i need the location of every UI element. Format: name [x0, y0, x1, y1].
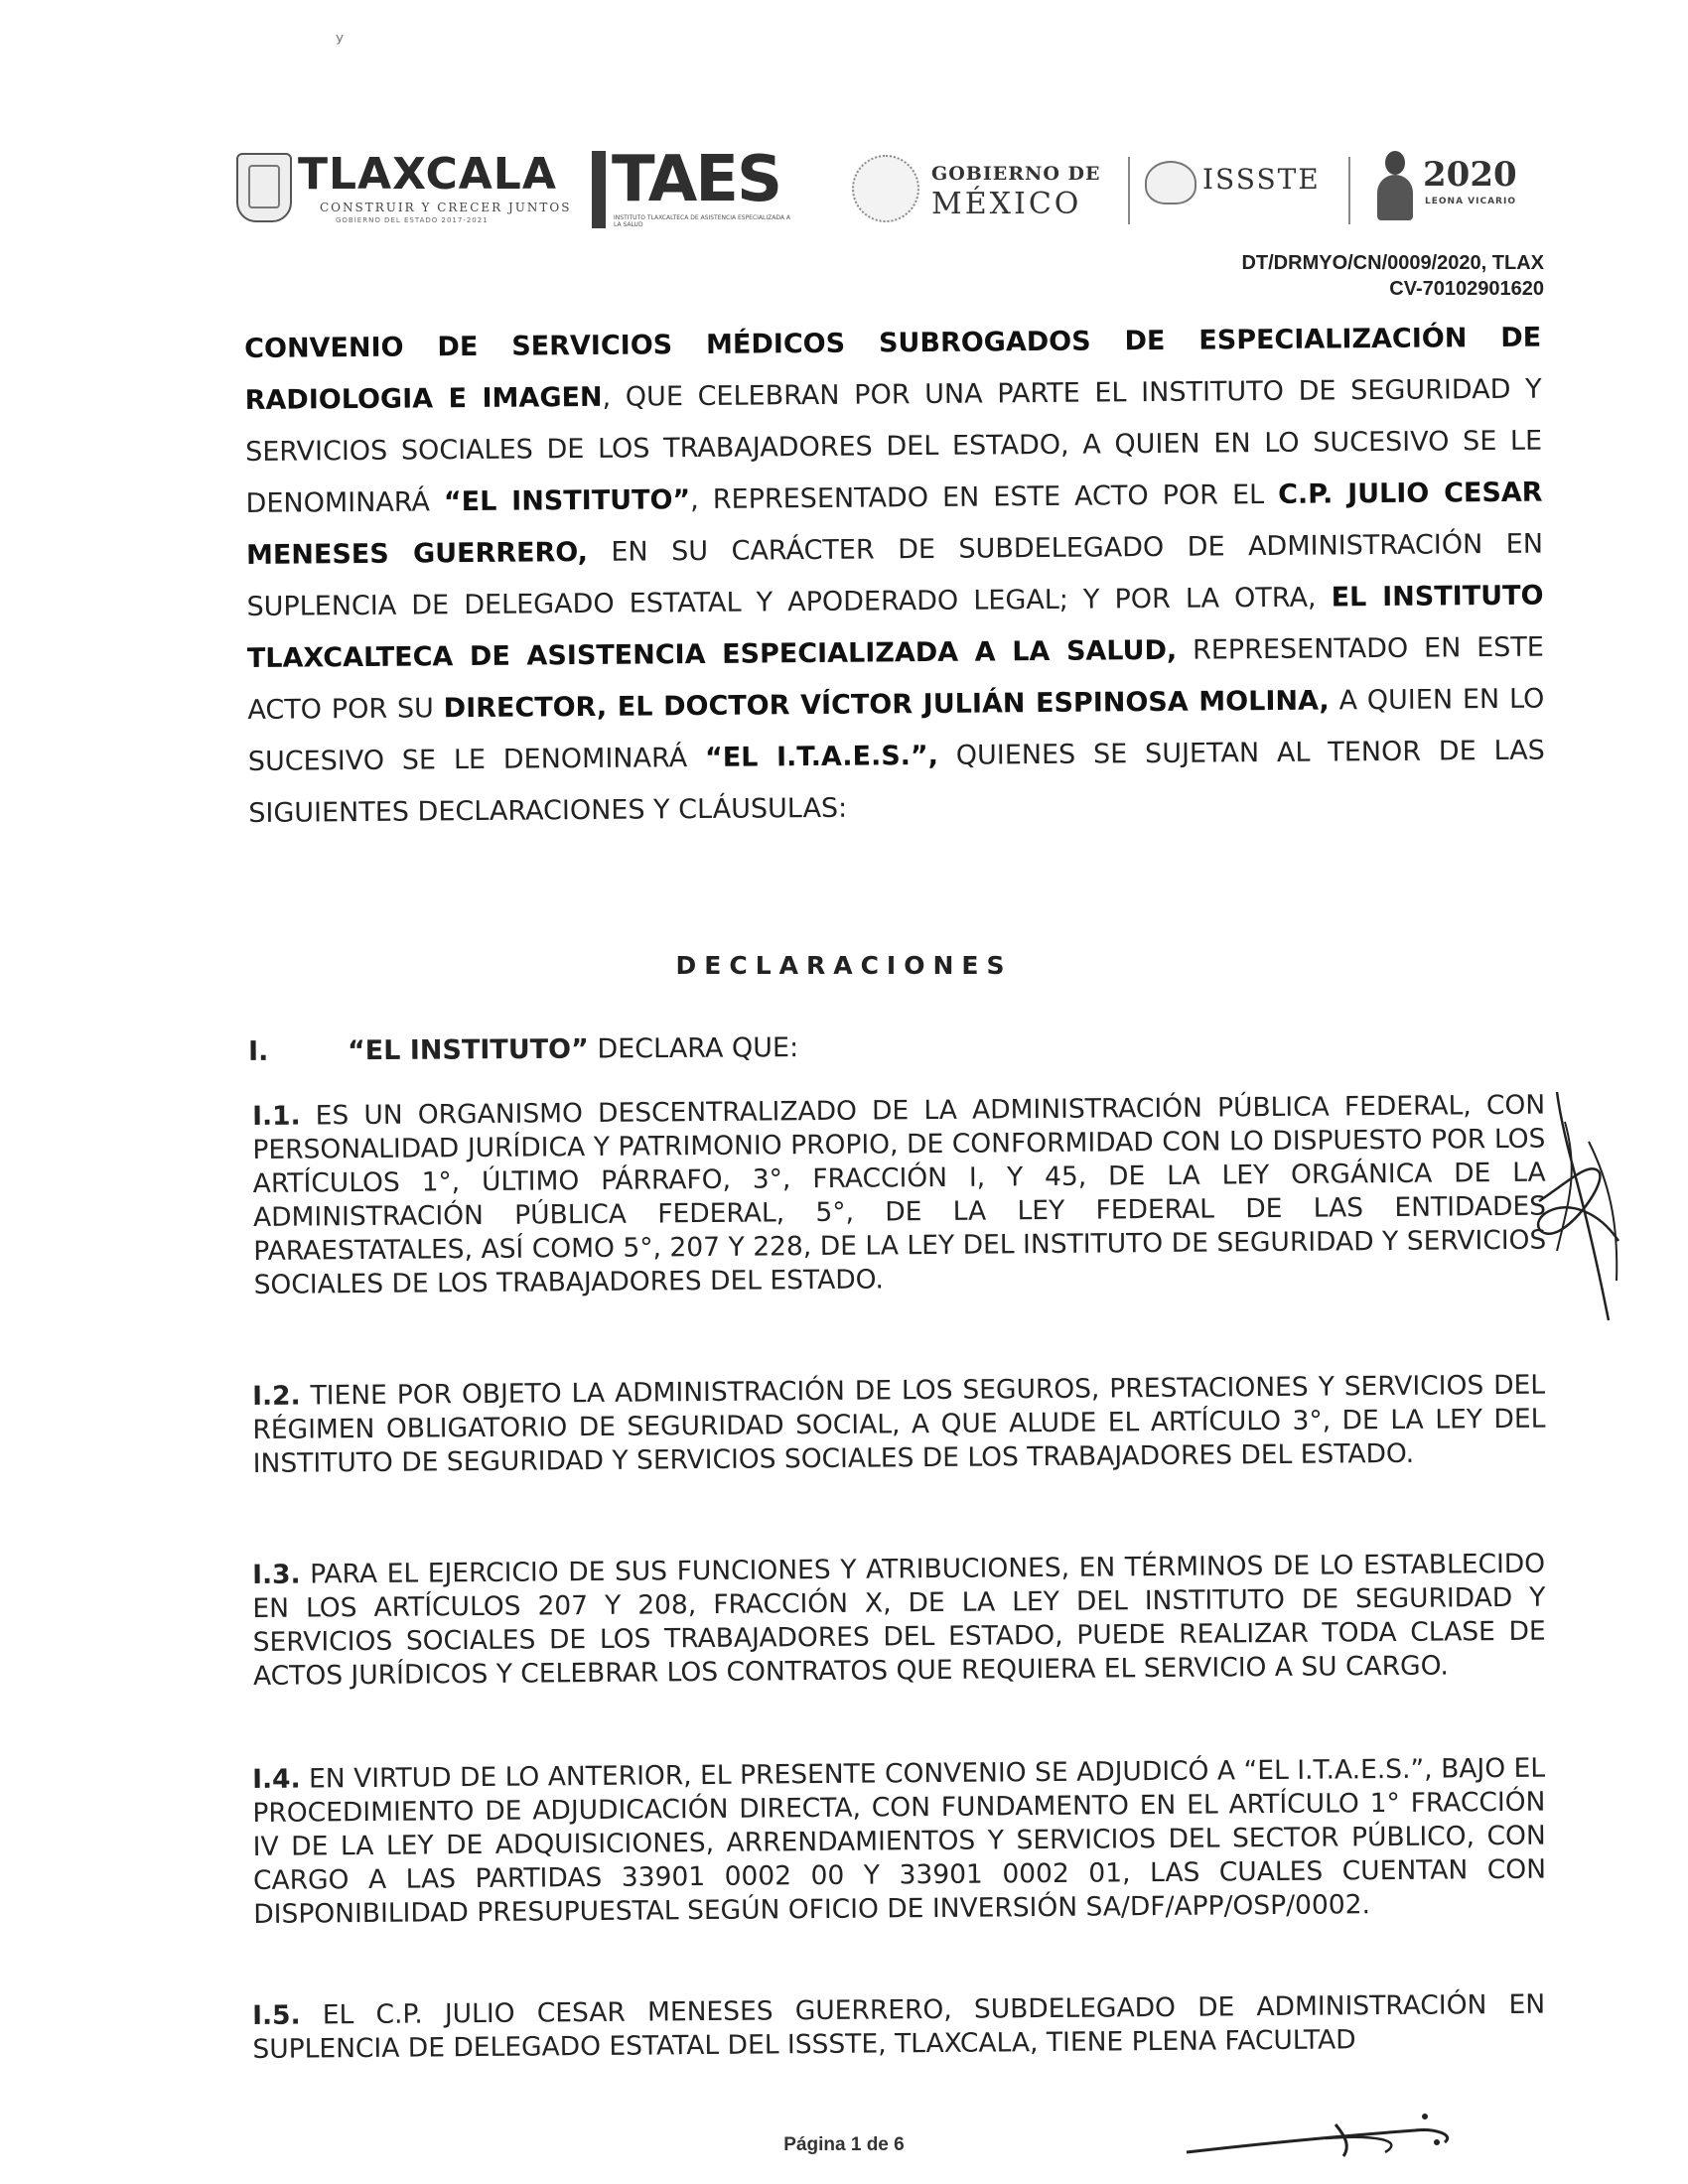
mexico-seal-icon	[852, 155, 919, 222]
intro-text: QUIENES SE SUJETAN AL TENOR DE LAS SIGUIENTES DECLARACIONES Y CLÁUSULAS:	[248, 735, 1545, 829]
issste-logo	[1145, 149, 1373, 228]
gobierno-line1: GOBIERNO DE	[931, 163, 1101, 185]
taes-logo	[592, 143, 790, 238]
agreement-title: CONVENIO DE SERVICIOS MÉDICOS SUBROGADOS DE ESPECIALIZACIÓN DE RADIOLOGIA E IMAGEN	[244, 322, 1542, 416]
agreement-intro	[244, 313, 1545, 840]
leona-vicario-figure-icon	[1375, 151, 1415, 220]
intro-text: , QUE CELEBRAN POR UNA PARTE EL INSTITUTO DE SEGURIDAD Y SERVICIOS SOCIALES DE LOS TRABAJADORES DEL ESTADO, A QUIEN EN LO SUCESIVO SE LE DENOMINARÁ	[244, 373, 1543, 519]
intro-text: REPRESENTADO EN ESTE ACTO POR SU	[247, 631, 1545, 726]
paragraph-text: ES UN ORGANISMO DESCENTRALIZADO DE LA ADMINISTRACIÓN PÚBLICA FEDERAL, CON PERSONALIDAD JURÍDICA Y PATRIMONIO PROPIO, DE CONFORMIDAD CON LO DISPUESTO POR LOS ARTÍCULOS 1°, ÚLTIMO PÁRRAFO, 3°, FRACCIÓN I, Y 45, DE LA LEY ORGÁNICA DE LA ADMINISTRACIÓN PÚBLICA FEDERAL, 5°, DE LA LEY FEDERAL DE LAS ENTIDADES PARAESTATALES, ASÍ COMO 5°, 207 Y 228, DE LA LEY DEL INSTITUTO DE SEGURIDAD Y SERVICIOS SOCIALES DE LOS TRABAJADORES DEL ESTADO.	[252, 1089, 1547, 1300]
scan-mark: ʸ	[336, 30, 345, 55]
intro-text: , REPRESENTADO EN ESTE ACTO POR EL	[690, 478, 1279, 516]
document-reference	[1241, 250, 1544, 302]
tlaxcala-government-period: GOBIERNO DEL ESTADO 2017-2021	[336, 216, 489, 224]
paragraph-text: TIENE POR OBJETO LA ADMINISTRACIÓN DE LOS SEGUROS, PRESTACIONES Y SERVICIOS DEL RÉGIMEN OBLIGATORIO DE SEGURIDAD SOCIAL, A QUE ALUDE EL ARTÍCULO 3°, DE LA LEY DEL INSTITUTO DE SEGURIDAD Y SERVICIOS SOCIALES DE LOS TRABAJADORES DEL ESTADO.	[252, 1369, 1546, 1479]
margin-signature	[1499, 1082, 1638, 1340]
taes-subtitle: INSTITUTO TLAXCALTECA DE ASISTENCIA ESPECIALIZADA A LA SALUD	[614, 214, 790, 228]
declaration-paragraph	[252, 1988, 1546, 2067]
party-itaes-full: EL INSTITUTO TLAXCALTECA DE ASISTENCIA ESPECIALIZADA A LA SALUD,	[246, 580, 1544, 674]
declaration-paragraph	[252, 1548, 1546, 1694]
party-itaes: “EL I.T.A.E.S.”,	[704, 740, 939, 773]
paragraph-number: I.4.	[252, 1763, 301, 1795]
intro-text: EN SU CARÁCTER DE SUBDELEGADO DE ADMINISTRACIÓN EN SUPLENCIA DE DELEGADO ESTATAL Y APODERADO LEGAL; Y POR LA OTRA,	[246, 528, 1544, 622]
reference-line1: DT/DRMYO/CN/0009/2020, TLAX	[1241, 252, 1544, 274]
tlaxcala-seal-icon	[236, 153, 292, 222]
logo-divider	[1348, 157, 1350, 224]
issste-eagle-icon	[1145, 161, 1196, 205]
issste-name: ISSSTE	[1202, 163, 1321, 196]
intro-text: A QUIEN EN LO SUCESIVO SE LE DENOMINARÁ	[247, 683, 1545, 777]
gobierno-line2: MÉXICO	[931, 187, 1082, 221]
section-party: “EL INSTITUTO”	[347, 1033, 589, 1067]
header-logos	[236, 143, 1527, 238]
representative-name: C.P. JULIO CESAR MENESES GUERRERO,	[245, 477, 1543, 571]
paragraph-text: EL C.P. JULIO CESAR MENESES GUERRERO, SUBDELEGADO DE ADMINISTRACIÓN EN SUPLENCIA DE DELEGADO ESTATAL DEL ISSSTE, TLAXCALA, TIENE PLENA FACULTAD	[252, 1988, 1546, 2065]
declaration-paragraph	[252, 1369, 1546, 1481]
page-number: Página 1 de 6	[783, 2134, 905, 2155]
paragraph-text: EN VIRTUD DE LO ANTERIOR, EL PRESENTE CONVENIO SE ADJUDICÓ A “EL I.T.A.E.S.”, BAJO EL PROCEDIMIENTO DE ADJUDICACIÓN DIRECTA, CON FUNDAMENTO EN EL ARTÍCULO 1° FRACCIÓN IV DE LA LEY DE ADQUISICIONES, ARRENDAMIENTOS Y SERVICIOS DEL SECTOR PÚBLICO, CON CARGO A LAS PARTIDAS 33901 0002 00 Y 33901 0002 01, LAS CUALES CUENTAN CON DISPONIBILIDAD PRESUPUESTAL SEGÚN OFICIO DE INVERSIÓN SA/DF/APP/OSP/0002.	[252, 1752, 1547, 1930]
paragraph-number: I.3.	[252, 1559, 301, 1590]
paragraph-text: PARA EL EJERCICIO DE SUS FUNCIONES Y ATRIBUCIONES, EN TÉRMINOS DE LO ESTABLECIDO EN LOS ARTÍCULOS 207 Y 208, FRACCIÓN X, DE LA LEY DEL INSTITUTO DE SEGURIDAD Y SERVICIOS SOCIALES DE LOS TRABAJADORES DEL ESTADO, PUEDE REALIZAR TODA CLASE DE ACTOS JURÍDICOS Y CELEBRAR LOS CONTRATOS QUE REQUIERA EL SERVICIO A SU CARGO.	[252, 1548, 1546, 1692]
tlaxcala-logo	[236, 149, 574, 228]
year-subtitle: LEONA VICARIO	[1425, 197, 1516, 206]
year-value: 2020	[1423, 155, 1517, 195]
taes-name: TAES	[612, 143, 781, 216]
section-text: DECLARA QUE:	[588, 1032, 799, 1065]
paragraph-number: I.2.	[252, 1380, 301, 1412]
party-el-instituto: “EL INSTITUTO”	[443, 484, 691, 518]
declaration-paragraph	[252, 1752, 1546, 1932]
year-2020-logo	[1363, 149, 1532, 228]
paragraph-number: I.1.	[252, 1100, 301, 1132]
tlaxcala-tagline: CONSTRUIR Y CRECER JUNTOS	[320, 201, 572, 214]
declaration-paragraph	[252, 1089, 1547, 1302]
reference-line2: CV-70102901620	[1389, 278, 1544, 300]
taes-bar-icon	[592, 151, 606, 228]
paragraph-number: I.5.	[252, 1999, 301, 2031]
gobierno-mexico-logo	[852, 149, 1150, 228]
director-name: DIRECTOR, EL DOCTOR VÍCTOR JULIÁN ESPINOSA MOLINA,	[443, 685, 1330, 725]
section-i-heading	[248, 1032, 798, 1067]
section-number: I.	[247, 1035, 269, 1067]
declarations-heading: DECLARACIONES	[675, 951, 1013, 980]
logo-divider	[1128, 157, 1130, 224]
tlaxcala-name: TLAXCALA	[298, 149, 557, 200]
